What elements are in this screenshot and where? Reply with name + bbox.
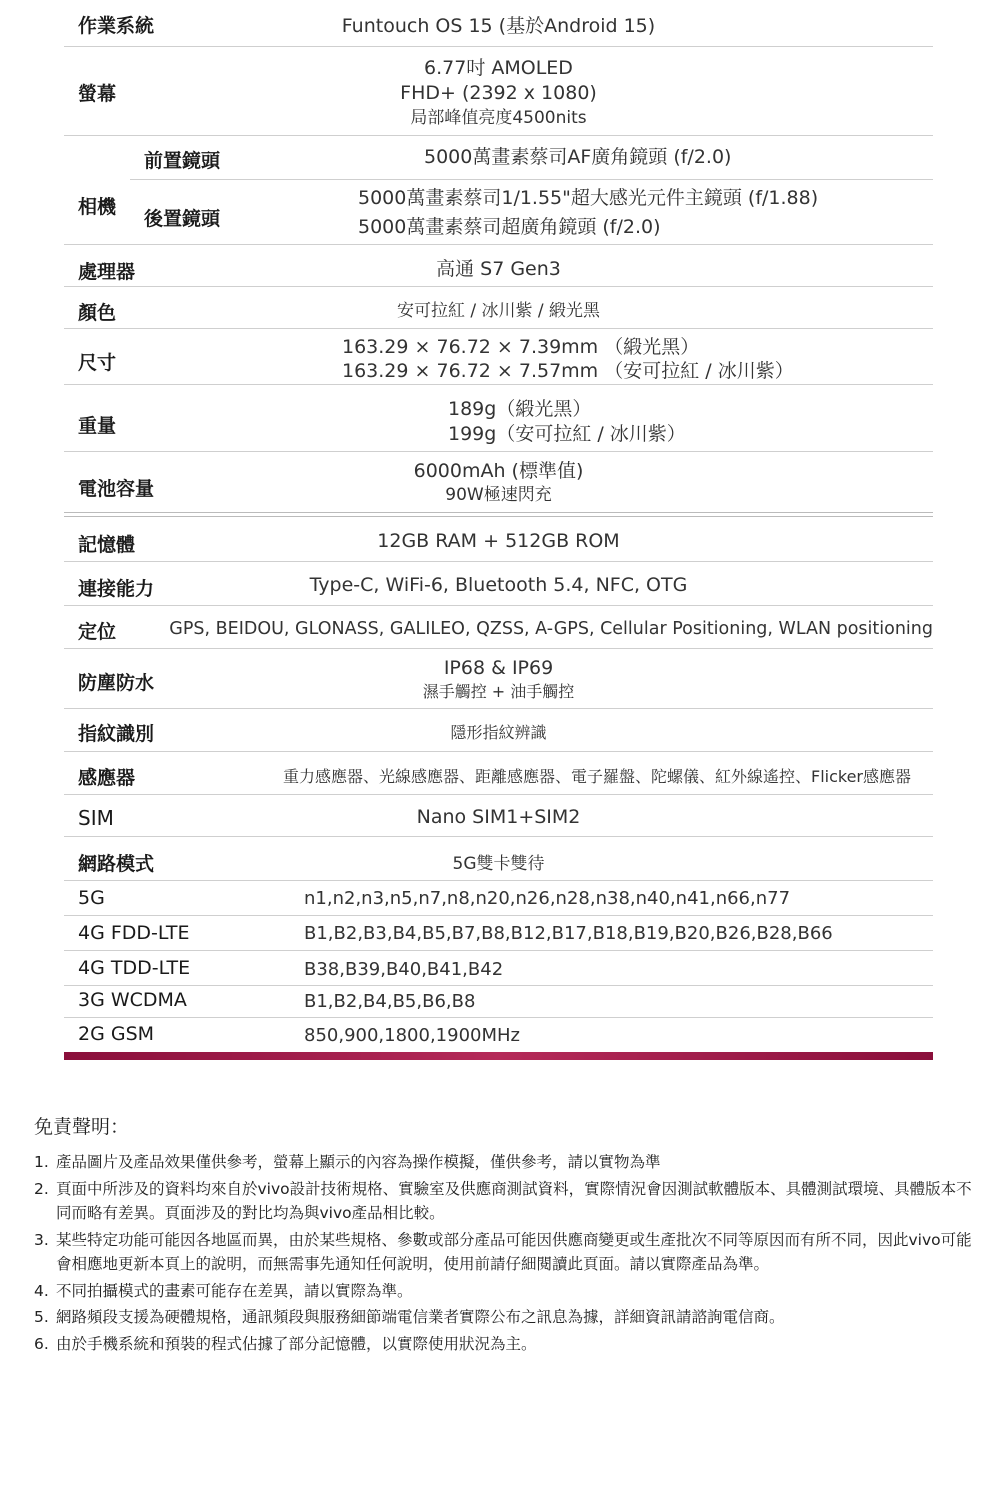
camera-rear-value: [358, 184, 818, 242]
disclaimer-item: [34, 1332, 978, 1357]
disclaimer-number: 2.: [34, 1179, 49, 1198]
spec-value: Type-C, WiFi-6, Bluetooth 5.4, NFC, OTG: [309, 574, 688, 596]
spec-row-screen: [64, 47, 933, 136]
disclaimer-text: 產品圖片及產品效果僅供參考，螢幕上顯示的內容為操作模擬，僅供參考，請以實物為準: [56, 1153, 661, 1171]
spec-value-line: 189g（緞光黑）: [448, 398, 592, 420]
band-label: 5G: [78, 887, 105, 909]
spec-row-fingerprint: [64, 709, 933, 752]
spec-label: 尺寸: [78, 352, 117, 374]
disclaimer-item: [34, 1177, 978, 1226]
disclaimer-list: [34, 1150, 978, 1358]
spec-value: [342, 335, 933, 383]
spec-row-connectivity: [64, 562, 933, 606]
spec-value-line: IP68 & IP69: [443, 657, 554, 679]
spec-value: 安可拉紅 / 冰川紫 / 緞光黑: [396, 301, 601, 321]
band-value: B38,B39,B40,B41,B42: [304, 959, 504, 980]
spec-value: [64, 656, 933, 704]
disclaimer-text: 頁面中所涉及的資料均來自於vivo設計技術規格、實驗室及供應商測試資料，實際情況會因測試軟體版本、具體測試環境、具體版本不同而略有差異。頁面涉及的對比均為與vivo產品相比較。: [56, 1179, 972, 1222]
band-label: 2G GSM: [78, 1023, 155, 1045]
band-value: 850,900,1800,1900MHz: [304, 1025, 521, 1046]
band-label: 3G WCDMA: [78, 989, 187, 1011]
spec-row-weight: [64, 385, 933, 452]
spec-row-size: [64, 329, 933, 385]
disclaimer-number: 1.: [34, 1153, 49, 1171]
accent-bar: [64, 1052, 933, 1060]
spec-value: GPS, BEIDOU, GLONASS, GALILEO, QZSS, A-GPS, Cellular Positioning, WLAN positioning: [169, 619, 933, 639]
spec-value-line: 163.29 × 76.72 × 7.39mm （緞光黑）: [342, 336, 700, 358]
spec-label: 網路模式: [78, 853, 155, 875]
spec-value: Nano SIM1+SIM2: [416, 806, 581, 828]
spec-row-os: [64, 0, 933, 47]
disclaimer-text: 網路頻段支援為硬體規格，通訊頻段與服務細節端電信業者實際公布之訊息為據，詳細資訊請諮詢電信商。: [56, 1308, 785, 1326]
disclaimer-number: 4.: [34, 1281, 49, 1300]
disclaimer-number: 6.: [34, 1334, 49, 1353]
spec-row-camera: [64, 136, 933, 245]
disclaimer-text: 某些特定功能可能因各地區而異，由於某些規格、參數或部分產品可能因供應商變更或生產批次不同等原因而有所不同，因此vivo可能會相應地更新本頁上的說明，而無需事先通知任何說明，使用前請仔細閱讀此頁面。請以實際產品為準。: [56, 1230, 972, 1273]
disclaimer-item: [34, 1150, 978, 1175]
band-row: [64, 951, 933, 986]
spec-row-positioning: [64, 606, 933, 649]
spec-value-line: FHD+ (2392 x 1080): [400, 82, 597, 104]
spec-value-line: 199g（安可拉紅 / 冰川紫）: [448, 423, 686, 445]
spec-row-memory: [64, 518, 933, 562]
spec-row-waterproof: [64, 649, 933, 709]
disclaimer-text: 由於手機系統和預裝的程式佔據了部分記憶體，以實際使用狀況為主。: [56, 1334, 537, 1353]
camera-front-label: 前置鏡頭: [144, 150, 221, 172]
spec-value-line: 局部峰值亮度4500nits: [410, 108, 587, 128]
disclaimer-item: [34, 1228, 978, 1277]
spec-value: 高通 S7 Gen3: [436, 258, 561, 280]
band-row: [64, 986, 933, 1018]
disclaimer-item: [34, 1305, 978, 1330]
spec-label: 相機: [78, 196, 117, 218]
spec-row-battery: [64, 452, 933, 512]
spec-label: 感應器: [78, 767, 136, 789]
band-value: B1,B2,B4,B5,B6,B8: [304, 991, 476, 1012]
band-row: [64, 881, 933, 916]
spec-row-sensors: [64, 752, 933, 795]
spec-value-line: 5000萬畫素蔡司AF廣角鏡頭 (f/2.0): [424, 146, 732, 168]
spec-value: [448, 397, 933, 447]
spec-label: 定位: [78, 621, 117, 643]
band-label: 4G TDD-LTE: [78, 957, 191, 979]
spec-value-line: 90W極速閃充: [445, 485, 552, 505]
spec-row-color: [64, 287, 933, 329]
spec-label: 螢幕: [78, 83, 117, 105]
spec-value: [64, 56, 933, 131]
spec-value-line: 5000萬畫素蔡司超廣角鏡頭 (f/2.0): [358, 216, 661, 238]
section-divider: [64, 512, 933, 517]
spec-row-sim: [64, 795, 933, 837]
band-label: 4G FDD-LTE: [78, 922, 190, 944]
spec-value: 重力感應器、光線感應器、距離感應器、電子羅盤、陀螺儀、紅外線遙控、Flicker感應器: [282, 767, 911, 786]
spec-row-network: [64, 837, 933, 881]
spec-label: 防塵防水: [78, 672, 155, 694]
spec-label: 顏色: [78, 302, 117, 324]
band-value: B1,B2,B3,B4,B5,B7,B8,B12,B17,B18,B19,B20,B26,B28,B66: [304, 923, 833, 944]
spec-value: 隱形指紋辨識: [450, 723, 547, 742]
disclaimer-text: 不同拍攝模式的畫素可能存在差異，請以實際為準。: [56, 1281, 413, 1300]
band-value: n1,n2,n3,n5,n7,n8,n20,n26,n28,n38,n40,n41,n66,n77: [304, 888, 791, 909]
spec-label: 處理器: [78, 261, 136, 283]
disclaimer-title: 免責聲明：: [34, 1116, 130, 1138]
spec-value: 5G雙卡雙待: [452, 854, 545, 874]
spec-label: 指紋識別: [78, 723, 155, 745]
camera-front-row: [130, 136, 933, 180]
spec-label: 電池容量: [78, 478, 155, 500]
spec-value-line: 濕手觸控 + 油手觸控: [422, 682, 575, 701]
spec-value-line: 163.29 × 76.72 × 7.57mm （安可拉紅 / 冰川紫）: [342, 360, 794, 382]
disclaimer-number: 3.: [34, 1230, 49, 1249]
camera-front-value: [424, 143, 731, 172]
band-row: [64, 1018, 933, 1052]
spec-value: [64, 459, 933, 507]
spec-label: 記憶體: [78, 534, 136, 556]
spec-label: 重量: [78, 415, 117, 437]
disclaimer-number: 5.: [34, 1308, 49, 1326]
spec-value: 12GB RAM + 512GB ROM: [377, 530, 620, 552]
spec-row-processor: [64, 245, 933, 287]
band-row: [64, 916, 933, 951]
camera-rear-label: 後置鏡頭: [144, 208, 221, 230]
spec-label: 作業系統: [78, 15, 155, 37]
spec-label: SIM: [78, 806, 114, 830]
disclaimer-item: [34, 1279, 978, 1304]
spec-value-line: 6.77吋 AMOLED: [424, 57, 573, 79]
spec-label: 連接能力: [78, 578, 155, 600]
spec-value-line: 5000萬畫素蔡司1/1.55"超大感光元件主鏡頭 (f/1.88): [358, 187, 819, 209]
spec-value: Funtouch OS 15 (基於Android 15): [341, 15, 656, 37]
spec-value-line: 6000mAh (標準值): [413, 460, 584, 482]
